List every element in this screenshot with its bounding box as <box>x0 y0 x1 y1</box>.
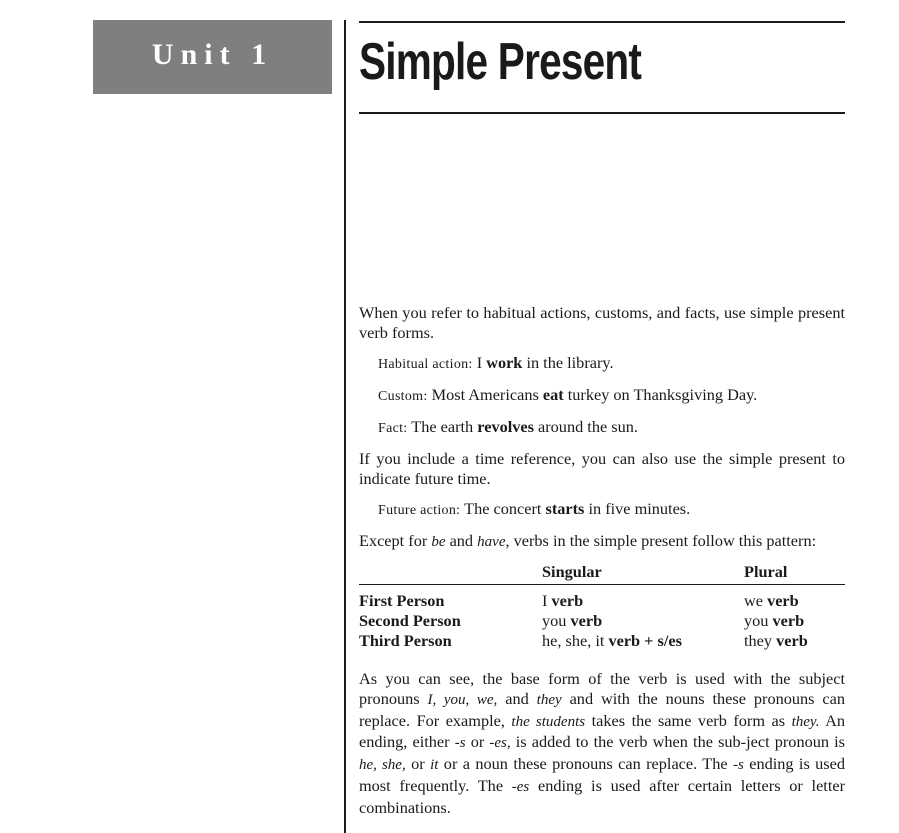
vertical-rule <box>344 20 346 833</box>
plural-cell: they verb <box>744 631 808 650</box>
plural-cell: we verb <box>744 591 799 610</box>
example-verb: work <box>486 353 523 372</box>
example-verb: eat <box>542 385 564 404</box>
title-rule <box>359 112 845 114</box>
intro-paragraph: When you refer to habitual actions, customs, and facts, use simple present verb forms. <box>359 303 845 342</box>
table-row <box>359 585 845 612</box>
table-row <box>359 611 845 631</box>
time-paragraph: If you include a time reference, you can also use the simple present to indicate future time. <box>359 449 845 488</box>
example-future: Future action: The concert starts in five minutes. <box>378 499 691 518</box>
final-paragraph: As you can see, the base form of the verb is used with the subject pronouns I, you, we, and they and with the nouns these pronouns can replace. For example, the students takes the same verb form as they. An ending, either -s or -es, is added to the verb when the sub-ject pronoun is he, she, or it or a noun these pronouns can replace. The -s ending is used most frequently. The -es ending is used after certain letters or letter combinations. <box>359 669 846 817</box>
singular-cell: I verb <box>542 591 584 610</box>
page-title: Simple Present <box>359 33 642 91</box>
example-habitual: Habitual action: I work in the library. <box>378 353 614 372</box>
table-row <box>359 631 845 651</box>
except-paragraph: Except for be and have, verbs in the simple present follow this pattern: <box>359 531 817 550</box>
table-header: Singular <box>542 562 744 585</box>
person-cell: Second Person <box>359 611 461 630</box>
example-verb: starts <box>545 499 585 518</box>
body-text <box>359 303 845 818</box>
example-label: Fact: <box>378 421 408 436</box>
example-label: Future action: <box>378 503 461 518</box>
verb-table <box>359 562 845 651</box>
top-rule <box>359 21 845 23</box>
unit-label: Unit 1 <box>93 20 332 94</box>
example-label: Custom: <box>378 389 428 404</box>
example-custom: Custom: Most Americans eat turkey on Thanksgiving Day. <box>378 385 758 404</box>
plural-cell: you verb <box>744 611 805 630</box>
person-cell: Third Person <box>359 631 452 650</box>
example-label: Habitual action: <box>378 357 473 372</box>
table-header: Plural <box>744 562 845 585</box>
table-header-row <box>359 562 845 585</box>
example-verb: revolves <box>477 417 534 436</box>
example-fact: Fact: The earth revolves around the sun. <box>378 417 638 436</box>
singular-cell: you verb <box>542 611 603 630</box>
singular-cell: he, she, it verb + s/es <box>542 631 682 650</box>
table-header <box>359 562 542 585</box>
person-cell: First Person <box>359 591 445 610</box>
